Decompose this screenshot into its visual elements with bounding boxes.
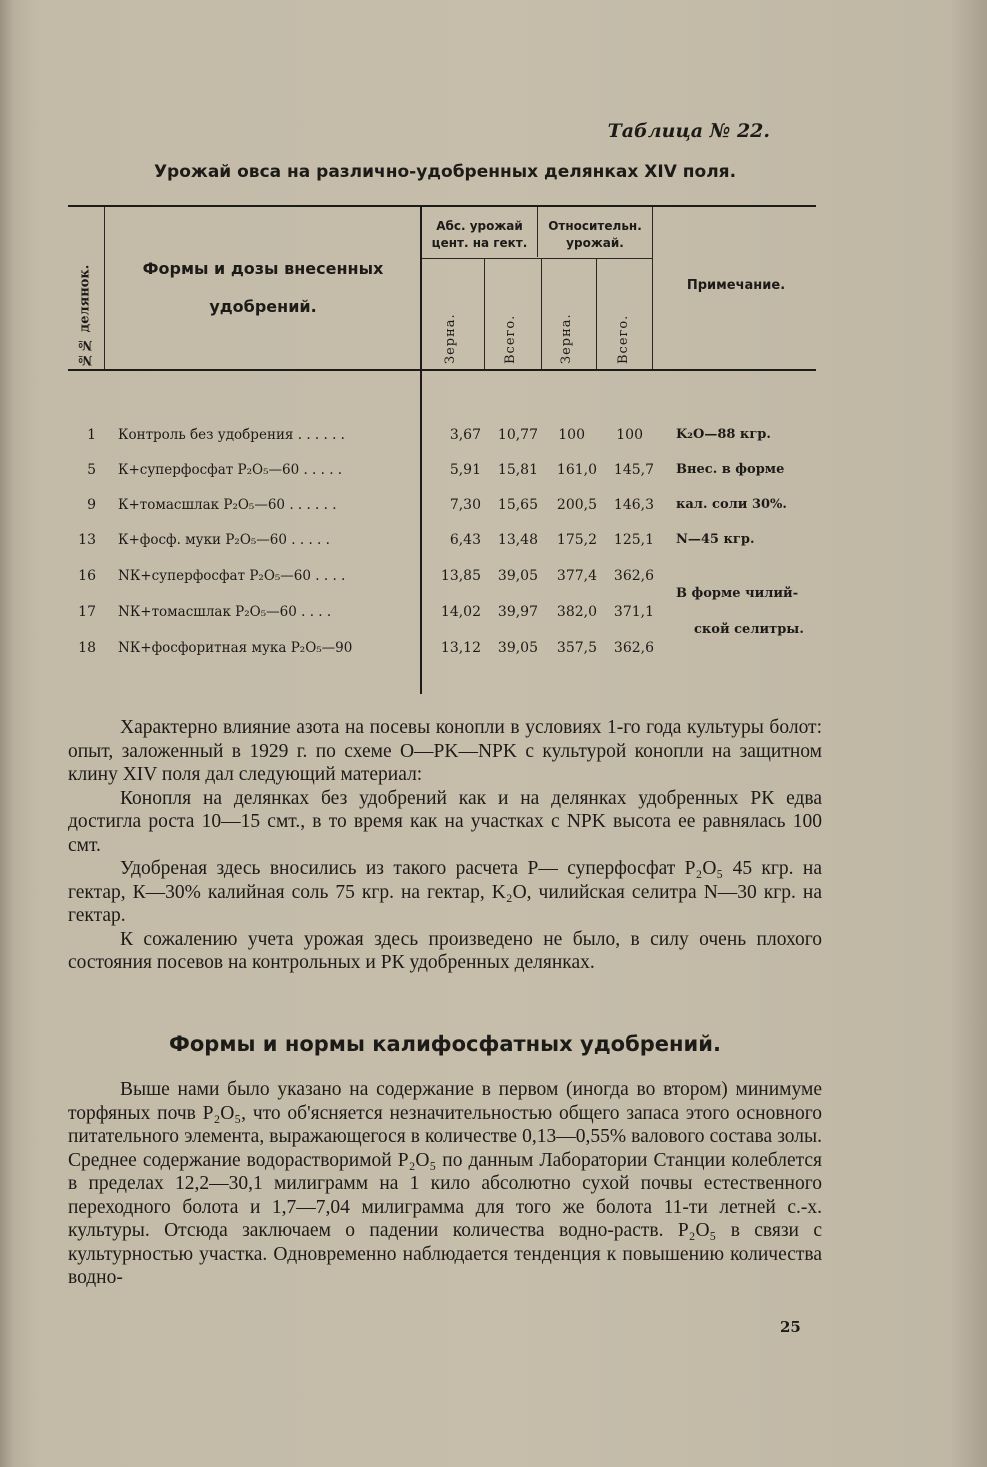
cell-plot-number: 13	[78, 532, 96, 548]
cell-plot-number: 16	[78, 568, 96, 584]
cell-abs-total: 39,05	[497, 640, 538, 656]
col-divider	[652, 207, 653, 369]
header-note: Примечание.	[686, 278, 786, 293]
cell-rel-grain: 200,5	[556, 497, 597, 513]
cell-fertilizer: К+фосф. муки P₂O₅—60 . . . . .	[118, 532, 330, 548]
table-top-rule	[68, 205, 816, 207]
note-k2o: K₂O—88 кгр.	[676, 427, 771, 442]
cell-rel-grain: 100	[558, 427, 585, 443]
header-forms	[108, 250, 418, 326]
cell-plot-number: 18	[78, 640, 96, 656]
cell-abs-total: 39,05	[497, 568, 538, 584]
cell-plot-number: 17	[78, 604, 96, 620]
cell-rel-total: 100	[616, 427, 643, 443]
section-body	[68, 1078, 822, 1290]
cell-abs-total: 10,77	[497, 427, 538, 443]
cell-fertilizer: К+томасшлак P₂O₅—60 . . . . . .	[118, 497, 337, 513]
header-abs-line1: Абс. урожай	[436, 219, 523, 233]
header-absolute-yield	[422, 218, 537, 252]
cell-plot-number: 9	[87, 497, 96, 513]
note-form: Внес. в форме	[676, 462, 785, 477]
paragraph: Конопля на делянках без удобрений как и на делянках удобренных РК едва достигла роста 10—15 смт., в то время как на участках с NPK высота ее равнялась 100 смт.	[68, 787, 822, 856]
header-relative-yield	[538, 218, 652, 252]
section-heading: Формы и нормы калифосфатных удобрений.	[169, 1032, 721, 1056]
cell-rel-grain: 377,4	[556, 568, 597, 584]
cell-rel-grain: 382,0	[556, 604, 597, 620]
cell-rel-grain: 161,0	[556, 462, 597, 478]
header-rel-total: Всего.	[616, 314, 631, 364]
cell-plot-number: 5	[87, 462, 96, 478]
table-row	[0, 462, 987, 498]
header-plot-number: №№ делянок.	[77, 264, 93, 367]
table-row	[0, 427, 987, 463]
cell-fertilizer: Контроль без удобрения . . . . . .	[118, 427, 345, 443]
header-rel-line2: урожай.	[566, 236, 624, 250]
cell-rel-total: 146,3	[613, 497, 654, 513]
cell-abs-grain: 3,67	[449, 427, 481, 443]
cell-rel-total: 362,6	[613, 640, 654, 656]
cell-rel-total: 362,6	[613, 568, 654, 584]
header-forms-line2: удобрений.	[209, 297, 317, 316]
note-chile-2: ской селитры.	[694, 622, 804, 637]
table-row	[0, 640, 987, 676]
note-potash-salt: кал. соли 30%.	[676, 497, 787, 512]
cell-fertilizer: NК+суперфосфат P₂O₅—60 . . . .	[118, 568, 346, 584]
cell-rel-total: 125,1	[613, 532, 654, 548]
cell-abs-grain: 5,91	[449, 462, 481, 478]
body-paragraphs	[68, 716, 822, 975]
col-divider	[596, 258, 597, 369]
cell-abs-total: 39,97	[497, 604, 538, 620]
cell-abs-grain: 6,43	[449, 532, 481, 548]
header-rel-grain: Зерна.	[559, 313, 574, 364]
note-nitrogen: N—45 кгр.	[676, 532, 755, 547]
table-caption: Таблица № 22.	[607, 120, 770, 142]
col-divider	[484, 258, 485, 369]
header-abs-line2: цент. на гект.	[431, 236, 528, 250]
col-divider	[541, 258, 542, 369]
paragraph: Выше нами было указано на содержание в первом (иногда во втором) минимуме торфяных почв P₂O₅, что об'ясняется незначительностью общего запаса этого основного питательного элемента, выражающегося в количестве 0,13—0,55% валового состава золы. Среднее содержание водорастворимой P₂O₅ по данным Лаборатории Станции колеблется в пределах 12,2—30,1 милиграмм на 1 кило абсолютно сухой почвы естественного переходного болота и 1,7—7,04 милиграмма для того же болота 11-ти летней с.-х. культуры. Отсюда заключаем о падении количества водно-раств. P₂O₅ в связи с культурностью участка. Одновременно наблюдается тенденция к повышению количества водно-	[68, 1079, 822, 1288]
table-title: Урожай овса на различно-удобренных делянках XIV поля.	[153, 162, 737, 182]
cell-rel-grain: 357,5	[556, 640, 597, 656]
col-divider	[104, 207, 105, 369]
page-number: 25	[780, 1318, 801, 1336]
table-row	[0, 497, 987, 533]
table-header-rule	[68, 369, 816, 371]
cell-abs-grain: 13,85	[440, 568, 481, 584]
note-chile-1: В форме чилий-	[676, 586, 799, 601]
cell-fertilizer: NК+фосфоритная мука P₂O₅—90	[118, 640, 353, 656]
cell-plot-number: 1	[87, 427, 96, 443]
cell-abs-grain: 7,30	[449, 497, 481, 513]
header-forms-line1: Формы и дозы внесенных	[142, 259, 384, 278]
paragraph: Характерно влияние азота на посевы конопли в условиях 1-го года культуры болот: опыт, заложенный в 1929 г. по схеме O—PK—NPK с культурой конопли на защитном клину XIV поля дал следующий материал:	[68, 717, 822, 785]
table-row	[0, 604, 987, 640]
header-rel-line1: Относительн.	[548, 219, 642, 233]
cell-abs-total: 13,48	[497, 532, 538, 548]
cell-rel-total: 371,1	[613, 604, 654, 620]
table-row	[0, 568, 987, 604]
subheader-rule	[422, 258, 652, 259]
cell-rel-total: 145,7	[613, 462, 654, 478]
paragraph: К сожалению учета урожая здесь произведено не было, в силу очень плохого состояния посевов на контрольных и РК удобренных делянках.	[68, 928, 822, 973]
table-row	[0, 532, 987, 568]
cell-rel-grain: 175,2	[556, 532, 597, 548]
cell-abs-grain: 14,02	[440, 604, 481, 620]
header-abs-grain: Зерна.	[443, 313, 458, 364]
header-abs-total: Всего.	[503, 314, 518, 364]
cell-abs-total: 15,65	[497, 497, 538, 513]
paragraph: Удобреная здесь вносились из такого расчета Р— суперфосфат P₂O₅ 45 кгр. на гектар, К—30% калийная соль 75 кгр. на гектар, K₂O, чилийская селитра N—30 кгр. на гектар.	[68, 858, 822, 926]
cell-fertilizer: К+суперфосфат P₂O₅—60 . . . . .	[118, 462, 343, 478]
cell-abs-total: 15,81	[497, 462, 538, 478]
cell-fertilizer: NК+томасшлак P₂O₅—60 . . . .	[118, 604, 332, 620]
cell-abs-grain: 13,12	[440, 640, 481, 656]
